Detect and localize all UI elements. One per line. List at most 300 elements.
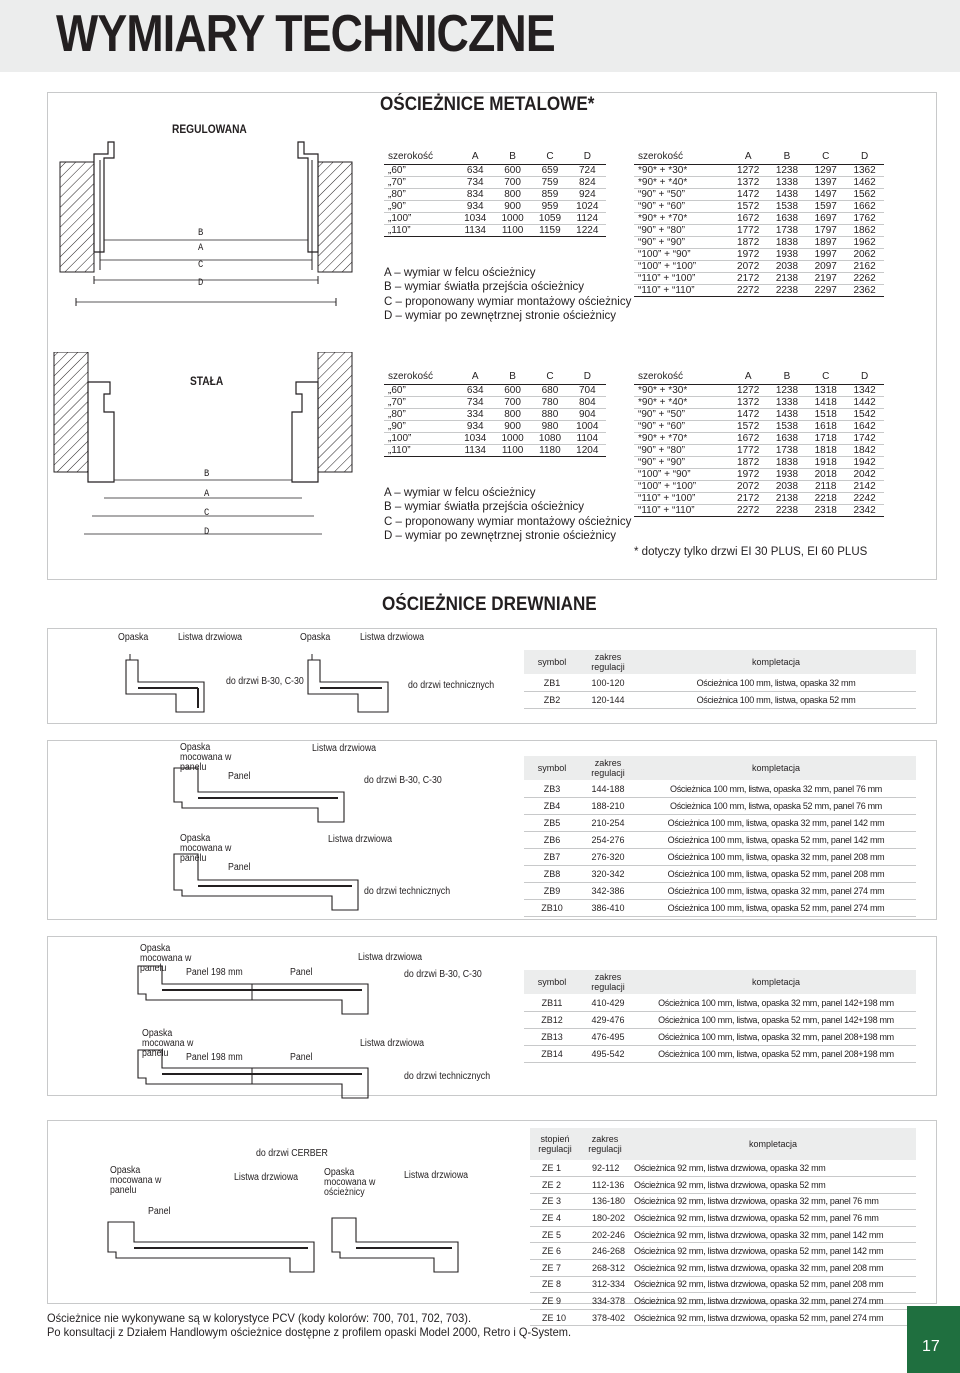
label-listwa-2: Listwa drzwiowa <box>360 632 425 643</box>
adjustable-tag: REGULOWANA <box>172 122 247 136</box>
table-cell: 1497 <box>806 188 845 200</box>
table-row <box>524 1011 916 1028</box>
table-cell: 429-476 <box>580 1011 636 1028</box>
table-header: A <box>729 150 768 164</box>
table-header: A <box>457 150 494 164</box>
wood-kit-table-3 <box>524 970 916 1063</box>
table-cell: 2172 <box>729 492 768 504</box>
table-cell: 2018 <box>806 468 845 480</box>
table-cell: 734 <box>457 176 494 188</box>
table-cell: „70” <box>384 396 457 408</box>
table-cell: ZE 2 <box>530 1177 580 1194</box>
table-cell: 924 <box>569 188 606 200</box>
table-cell: 1638 <box>768 432 807 444</box>
table-cell: “90” + “50” <box>634 188 729 200</box>
table-cell: 1034 <box>457 432 494 444</box>
fixed-letter-b: B <box>204 469 210 480</box>
table-row <box>634 504 884 516</box>
table-cell: Ościeżnica 92 mm, listwa drzwiowa, opaska 52 mm, panel 274 mm <box>630 1309 916 1326</box>
table-cell: „100” <box>384 432 457 444</box>
table-cell: 2142 <box>845 480 884 492</box>
table-cell: Ościeżnica 100 mm, listwa, opaska 52 mm, panel 142 mm <box>636 831 916 848</box>
table-cell: 1438 <box>768 408 807 420</box>
table-header: zakres regulacji <box>580 1128 630 1160</box>
table-cell: 1362 <box>845 164 884 176</box>
table-cell: 700 <box>494 396 531 408</box>
fixed-legend <box>384 486 631 544</box>
table-cell: 1000 <box>494 212 531 224</box>
table-cell: ZE 7 <box>530 1260 580 1277</box>
table-cell: 1538 <box>768 420 807 432</box>
table-header: szerokość <box>384 150 457 164</box>
label-panel-b2-2: Panel <box>228 862 251 873</box>
table-cell: 2238 <box>768 504 807 516</box>
table-cell: Ościeżnica 92 mm, listwa drzwiowa, opaska 32 mm, panel 208 mm <box>630 1260 916 1277</box>
table-cell: 1000 <box>494 432 531 444</box>
table-cell: 112-136 <box>580 1177 630 1194</box>
fixed-tag: STAŁA <box>190 374 224 388</box>
label-tech-3: do drzwi technicznych <box>404 1071 491 1082</box>
table-header: kompletacja <box>636 650 916 674</box>
table-cell: 1272 <box>729 164 768 176</box>
table-cell: 800 <box>494 408 531 420</box>
label-tech-2: do drzwi technicznych <box>364 886 451 897</box>
label-listwa-b3-1: Listwa drzwiowa <box>358 952 423 963</box>
table-cell: Ościeżnica 92 mm, listwa drzwiowa, opaska 32 mm, panel 142 mm <box>630 1226 916 1243</box>
table-row <box>530 1210 916 1227</box>
table-header: C <box>806 370 845 384</box>
table-cell: *90* + *40* <box>634 396 729 408</box>
fixed-letter-a: A <box>204 489 210 500</box>
label-listwa-b3-2: Listwa drzwiowa <box>360 1038 425 1049</box>
table-cell: 1718 <box>806 432 845 444</box>
fixed-letter-c: C <box>204 508 210 519</box>
table-cell: 1297 <box>806 164 845 176</box>
label-b30-1: do drzwi B-30, C-30 <box>226 676 304 687</box>
table-cell: 980 <box>531 420 568 432</box>
table-header: B <box>768 150 807 164</box>
table-cell: 1938 <box>768 468 807 480</box>
table-cell: 378-402 <box>580 1309 630 1326</box>
table-cell: 1597 <box>806 200 845 212</box>
table-row <box>384 420 606 432</box>
table-cell: Ościeżnica 92 mm, listwa drzwiowa, opaska 32 mm, panel 274 mm <box>630 1293 916 1310</box>
table-row <box>634 420 884 432</box>
table-row <box>634 272 884 284</box>
table-cell: ZB11 <box>524 994 580 1011</box>
table-cell: 1838 <box>768 236 807 248</box>
table-cell: 1942 <box>845 456 884 468</box>
table-row <box>530 1243 916 1260</box>
table-row <box>634 236 884 248</box>
table-cell: 334-378 <box>580 1293 630 1310</box>
table-header: D <box>569 150 606 164</box>
table-cell: 1238 <box>768 384 807 396</box>
table-header: kompletacja <box>636 756 916 780</box>
table-cell: 680 <box>531 384 568 396</box>
table-cell: “90” + “90” <box>634 456 729 468</box>
table-cell: 1024 <box>569 200 606 212</box>
table-cell: 900 <box>494 420 531 432</box>
table-cell: Ościeżnica 92 mm, listwa drzwiowa, opaska 32 mm, panel 76 mm <box>630 1193 916 1210</box>
table-cell: 1738 <box>768 224 807 236</box>
label-panel-b2-1: Panel <box>228 771 251 782</box>
table-cell: Ościeżnica 100 mm, listwa, opaska 32 mm, panel 76 mm <box>636 780 916 797</box>
table-row <box>384 384 606 396</box>
table-cell: 188-210 <box>580 797 636 814</box>
table-cell: ZB14 <box>524 1045 580 1062</box>
table-cell: 1897 <box>806 236 845 248</box>
table-row <box>384 432 606 444</box>
label-b30-2: do drzwi B-30, C-30 <box>364 775 442 786</box>
table-cell: „90” <box>384 200 457 212</box>
table-cell: 1472 <box>729 188 768 200</box>
label-listwa-b2-1: Listwa drzwiowa <box>312 743 377 754</box>
table-header: kompletacja <box>630 1128 916 1160</box>
table-header-row <box>524 756 916 780</box>
table-cell: 1462 <box>845 176 884 188</box>
table-cell: 1418 <box>806 396 845 408</box>
wood-profile-diagram-3 <box>132 960 412 1110</box>
legend-a: A – wymiar w felcu ościeżnicy <box>384 487 536 499</box>
table-cell: 1818 <box>806 444 845 456</box>
table-cell: 734 <box>457 396 494 408</box>
table-cell: ZE 5 <box>530 1226 580 1243</box>
table-cell: „90” <box>384 420 457 432</box>
table-cell: 2118 <box>806 480 845 492</box>
adjustable-letter-c: C <box>198 260 204 271</box>
table-row <box>524 848 916 865</box>
table-cell: 210-254 <box>580 814 636 831</box>
table-cell: 268-312 <box>580 1260 630 1277</box>
table-cell: 1697 <box>806 212 845 224</box>
table-cell: ZE 4 <box>530 1210 580 1227</box>
table-cell: 2097 <box>806 260 845 272</box>
table-cell: 600 <box>494 164 531 176</box>
table-cell: 1672 <box>729 212 768 224</box>
table-cell: 1972 <box>729 248 768 260</box>
table-row <box>634 248 884 260</box>
table-cell: “90” + “90” <box>634 236 729 248</box>
table-header: szerokość <box>634 150 729 164</box>
table-cell: 2162 <box>845 260 884 272</box>
table-cell: 202-246 <box>580 1226 630 1243</box>
table-cell: 2042 <box>845 468 884 480</box>
table-cell: 1124 <box>569 212 606 224</box>
table-header: D <box>845 150 884 164</box>
adjustable-letter-d: D <box>198 278 204 289</box>
table-cell: ZE 1 <box>530 1160 580 1177</box>
table-row <box>524 899 916 916</box>
table-row <box>634 492 884 504</box>
table-cell: 2072 <box>729 480 768 492</box>
table-cell: Ościeżnica 100 mm, listwa, opaska 52 mm <box>636 691 916 708</box>
table-row <box>634 432 884 444</box>
table-cell: Ościeżnica 100 mm, listwa, opaska 52 mm, panel 76 mm <box>636 797 916 814</box>
table-cell: 1100 <box>494 224 531 236</box>
adjustable-dimensions-table <box>384 150 606 237</box>
table-row <box>384 164 606 176</box>
label-listwa-1: Listwa drzwiowa <box>178 632 243 643</box>
table-cell: 2062 <box>845 248 884 260</box>
table-row <box>530 1177 916 1194</box>
table-cell: 1318 <box>806 384 845 396</box>
table-cell: 904 <box>569 408 606 420</box>
table-row <box>384 224 606 236</box>
table-header: kompletacja <box>636 970 916 994</box>
table-cell: 959 <box>531 200 568 212</box>
wood-section-title: OŚCIEŻNICE DREWNIANE <box>382 594 597 615</box>
label-opaska-2: Opaska <box>300 632 331 643</box>
table-cell: 1180 <box>531 444 568 456</box>
table-cell: 1872 <box>729 236 768 248</box>
table-row <box>634 408 884 420</box>
table-header: A <box>457 370 494 384</box>
table-row <box>634 224 884 236</box>
table-row <box>634 468 884 480</box>
table-cell: 180-202 <box>580 1210 630 1227</box>
table-cell: „110” <box>384 444 457 456</box>
legend-c: C – proponowany wymiar montażowy ościeżnicy <box>384 515 632 528</box>
label-opaska-panel-b3-2: Opaska mocowana w panelu <box>142 1028 194 1059</box>
table-row <box>530 1309 916 1326</box>
table-header-row <box>634 370 884 384</box>
fixed-letter-d: D <box>204 527 210 538</box>
legend-b: B – wymiar światła przejścia ościeżnicy <box>384 281 585 294</box>
table-cell: 2038 <box>768 480 807 492</box>
adjustable-letter-b: B <box>198 228 204 239</box>
table-cell: 2238 <box>768 284 807 296</box>
table-cell: 276-320 <box>580 848 636 865</box>
table-row <box>524 1045 916 1062</box>
footer-notes <box>47 1311 571 1339</box>
table-cell: 1472 <box>729 408 768 420</box>
label-panel-b3-1: Panel <box>290 967 313 978</box>
label-listwa-b4-2: Listwa drzwiowa <box>404 1170 469 1181</box>
table-cell: ZB5 <box>524 814 580 831</box>
table-cell: 2072 <box>729 260 768 272</box>
table-cell: 934 <box>457 200 494 212</box>
table-cell: *90* + *30* <box>634 384 729 396</box>
table-row <box>384 396 606 408</box>
table-cell: 1542 <box>845 408 884 420</box>
table-cell: Ościeżnica 100 mm, listwa, opaska 52 mm, panel 208 mm <box>636 865 916 882</box>
table-cell: *90* + *70* <box>634 432 729 444</box>
table-header-row <box>524 650 916 674</box>
table-cell: “100” + “100” <box>634 480 729 492</box>
table-cell: 1338 <box>768 176 807 188</box>
table-cell: „100” <box>384 212 457 224</box>
table-row <box>524 780 916 797</box>
table-cell: 136-180 <box>580 1193 630 1210</box>
adjustable-legend <box>384 266 631 324</box>
table-row <box>634 164 884 176</box>
table-cell: „60” <box>384 164 457 176</box>
table-cell: “90” + “60” <box>634 200 729 212</box>
table-cell: 2138 <box>768 272 807 284</box>
table-cell: 1842 <box>845 444 884 456</box>
table-row <box>524 831 916 848</box>
table-cell: 1762 <box>845 212 884 224</box>
table-cell: Ościeżnica 92 mm, listwa drzwiowa, opaska 52 mm, panel 76 mm <box>630 1210 916 1227</box>
table-header: szerokość <box>384 370 457 384</box>
table-header: B <box>768 370 807 384</box>
table-row <box>524 865 916 882</box>
table-cell: 334 <box>457 408 494 420</box>
table-cell: 2218 <box>806 492 845 504</box>
table-cell: ZB4 <box>524 797 580 814</box>
table-cell: 700 <box>494 176 531 188</box>
table-header-row <box>524 970 916 994</box>
table-header: D <box>845 370 884 384</box>
label-opaska-osc: Opaska mocowana w ościeżnicy <box>324 1167 376 1198</box>
table-row <box>384 200 606 212</box>
table-cell: Ościeżnica 100 mm, listwa, opaska 32 mm, panel 142+198 mm <box>636 994 916 1011</box>
table-cell: „60” <box>384 384 457 396</box>
table-row <box>634 176 884 188</box>
table-cell: 1572 <box>729 420 768 432</box>
table-row <box>634 480 884 492</box>
table-cell: 1972 <box>729 468 768 480</box>
table-header: zakres regulacji <box>580 970 636 994</box>
table-cell: ZE 9 <box>530 1293 580 1310</box>
table-cell: 2297 <box>806 284 845 296</box>
table-cell: 2272 <box>729 504 768 516</box>
table-cell: 120-144 <box>580 691 636 708</box>
table-header: symbol <box>524 650 580 674</box>
table-cell: 1738 <box>768 444 807 456</box>
table-cell: Ościeżnica 92 mm, listwa drzwiowa, opaska 52 mm, panel 208 mm <box>630 1276 916 1293</box>
table-cell: 900 <box>494 200 531 212</box>
table-cell: „80” <box>384 408 457 420</box>
table-cell: “90” + “80” <box>634 444 729 456</box>
table-cell: 634 <box>457 164 494 176</box>
table-row <box>530 1260 916 1277</box>
table-cell: Ościeżnica 92 mm, listwa drzwiowa, opaska 52 mm <box>630 1177 916 1194</box>
table-row <box>634 260 884 272</box>
table-header: B <box>494 370 531 384</box>
fixed-footnote: * dotyczy tylko drzwi EI 30 PLUS, EI 60 PLUS <box>634 546 868 558</box>
table-cell: Ościeżnica 100 mm, listwa, opaska 32 mm <box>636 674 916 691</box>
label-panel198-1: Panel 198 mm <box>186 967 243 978</box>
table-cell: 1772 <box>729 224 768 236</box>
table-cell: Ościeżnica 100 mm, listwa, opaska 52 mm, panel 142+198 mm <box>636 1011 916 1028</box>
table-header: D <box>569 370 606 384</box>
label-b30-3: do drzwi B-30, C-30 <box>404 969 482 980</box>
table-cell: 1397 <box>806 176 845 188</box>
table-cell: 1838 <box>768 456 807 468</box>
table-cell: Ościeżnica 100 mm, listwa, opaska 52 mm, panel 274 mm <box>636 899 916 916</box>
table-row <box>384 212 606 224</box>
table-cell: 342-386 <box>580 882 636 899</box>
table-cell: “90” + “50” <box>634 408 729 420</box>
table-header: C <box>806 150 845 164</box>
table-cell: ZE 6 <box>530 1243 580 1260</box>
table-header: symbol <box>524 756 580 780</box>
table-row <box>634 456 884 468</box>
table-header-row <box>634 150 884 164</box>
table-cell: 386-410 <box>580 899 636 916</box>
table-cell: 1134 <box>457 224 494 236</box>
table-cell: 2038 <box>768 260 807 272</box>
metal-section-title: OŚCIEŻNICE METALOWE* <box>380 94 595 115</box>
table-cell: ZB12 <box>524 1011 580 1028</box>
table-cell: 1438 <box>768 188 807 200</box>
table-cell: 1034 <box>457 212 494 224</box>
table-cell: Ościeżnica 92 mm, listwa drzwiowa, opaska 52 mm, panel 142 mm <box>630 1243 916 1260</box>
table-cell: “100” + “100” <box>634 260 729 272</box>
table-cell: 1224 <box>569 224 606 236</box>
label-panel-b4: Panel <box>148 1206 171 1217</box>
table-row <box>384 444 606 456</box>
table-cell: 1862 <box>845 224 884 236</box>
legend-d: D – wymiar po zewnętrznej stronie ościeżnicy <box>384 530 617 543</box>
adjustable-letter-a: A <box>198 243 204 254</box>
table-cell: 1538 <box>768 200 807 212</box>
table-cell: Ościeżnica 100 mm, listwa, opaska 32 mm, panel 208 mm <box>636 848 916 865</box>
table-cell: 1962 <box>845 236 884 248</box>
legend-d: D – wymiar po zewnętrznej stronie ościeżnicy <box>384 310 617 323</box>
adjustable-combined-dimensions-table <box>634 150 884 297</box>
table-row <box>634 396 884 408</box>
table-header: symbol <box>524 970 580 994</box>
page-title: WYMIARY TECHNICZNE <box>56 5 555 63</box>
table-cell: 759 <box>531 176 568 188</box>
table-cell: 1797 <box>806 224 845 236</box>
table-cell: 254-276 <box>580 831 636 848</box>
table-cell: Ościeżnica 100 mm, listwa, opaska 32 mm, panel 274 mm <box>636 882 916 899</box>
table-header-row <box>384 370 606 384</box>
table-cell: 144-188 <box>580 780 636 797</box>
label-opaska-panel-b3-1: Opaska mocowana w panelu <box>140 943 192 974</box>
table-cell: 1672 <box>729 432 768 444</box>
table-row <box>530 1193 916 1210</box>
table-cell: ZB6 <box>524 831 580 848</box>
legend-a: A – wymiar w felcu ościeżnicy <box>384 267 536 279</box>
table-cell: 1100 <box>494 444 531 456</box>
wood-profile-diagram-4 <box>100 1198 500 1278</box>
table-header-row <box>530 1128 916 1160</box>
table-cell: ZB7 <box>524 848 580 865</box>
wood-kit-table-4 <box>530 1128 916 1326</box>
table-header: szerokość <box>634 370 729 384</box>
table-row <box>524 674 916 691</box>
adjustable-frame-diagram <box>56 132 356 347</box>
table-cell: *90* + *40* <box>634 176 729 188</box>
table-cell: 92-112 <box>580 1160 630 1177</box>
table-cell: *90* + *70* <box>634 212 729 224</box>
table-cell: 1442 <box>845 396 884 408</box>
table-cell: 1372 <box>729 176 768 188</box>
table-cell: ZE 3 <box>530 1193 580 1210</box>
table-cell: 800 <box>494 188 531 200</box>
table-cell: 100-120 <box>580 674 636 691</box>
table-cell: ZB2 <box>524 691 580 708</box>
table-cell: 1662 <box>845 200 884 212</box>
table-header-row <box>384 150 606 164</box>
table-cell: ZB10 <box>524 899 580 916</box>
table-cell: 1772 <box>729 444 768 456</box>
table-cell: ZE 10 <box>530 1309 580 1326</box>
footer-note-1: Ościeżnice nie wykonywane są w kolorystyce PCV (kody kolorów: 700, 701, 702, 703). <box>47 1311 472 1325</box>
table-cell: ZB3 <box>524 780 580 797</box>
table-cell: ZB1 <box>524 674 580 691</box>
table-cell: Ościeżnica 100 mm, listwa, opaska 52 mm, panel 208+198 mm <box>636 1045 916 1062</box>
table-cell: 1204 <box>569 444 606 456</box>
table-cell: 2138 <box>768 492 807 504</box>
table-cell: 1518 <box>806 408 845 420</box>
fixed-frame-diagram <box>48 352 358 542</box>
